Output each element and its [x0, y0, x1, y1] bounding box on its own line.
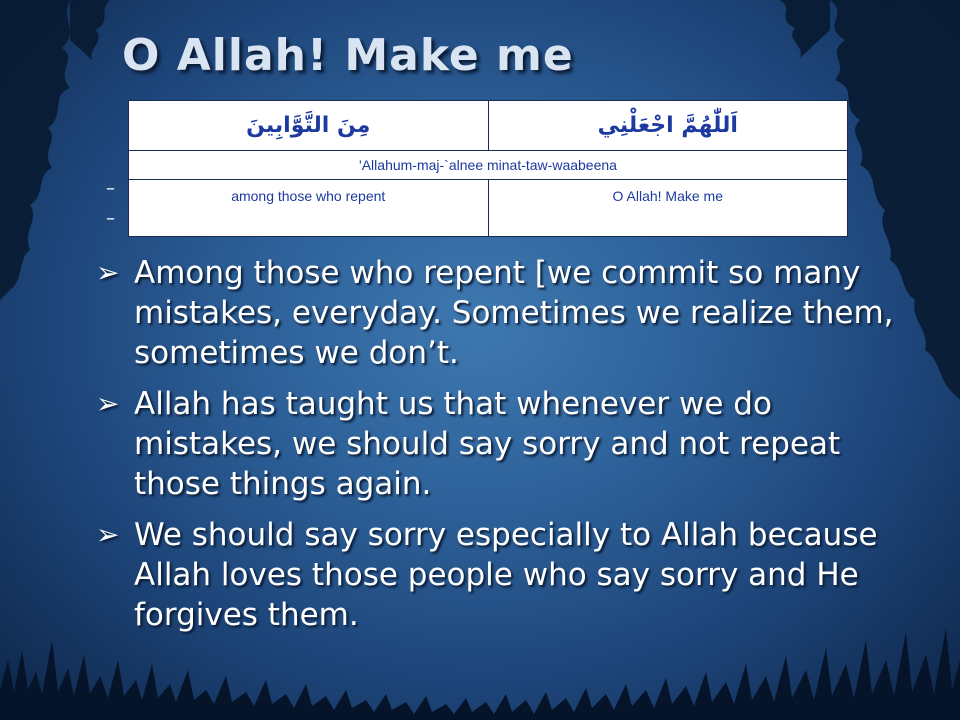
arabic-cell-left: مِنَ التَّوَّابِينَ [129, 101, 489, 151]
arrow-bullet-icon: ➢ [96, 256, 120, 289]
arabic-row [129, 101, 848, 151]
bullet-item [96, 253, 926, 373]
dash-marker: – [106, 178, 115, 199]
transliteration-cell: 'Allahum-maj-`alnee minat-taw-waabeena [129, 151, 848, 180]
bullet-item [96, 515, 926, 635]
english-row [129, 180, 848, 237]
arrow-bullet-icon: ➢ [96, 518, 120, 551]
slide-title: O Allah! Make me [122, 30, 574, 81]
english-cell-right: O Allah! Make me [488, 180, 848, 237]
transliteration-row [129, 151, 848, 180]
bullet-item [96, 384, 926, 504]
arrow-bullet-icon: ➢ [96, 387, 120, 420]
dua-table [128, 100, 848, 237]
bullet-text: Among those who repent [we commit so many mistakes, everyday. Sometimes we realize them, sometimes we don’t. [134, 255, 894, 371]
left-tree-silhouette [0, 0, 110, 300]
bullet-text: We should say sorry especially to Allah because Allah loves those people who say sorry and He forgives them. [134, 517, 878, 633]
bullet-text: Allah has taught us that whenever we do mistakes, we should say sorry and not repeat those things again. [134, 386, 841, 502]
dash-marker: – [106, 208, 115, 229]
arabic-cell-right: اَللّٰهُمَّ اجْعَلْنِي [488, 101, 848, 151]
english-cell-left: among those who repent [129, 180, 489, 237]
bullet-list [96, 253, 926, 646]
